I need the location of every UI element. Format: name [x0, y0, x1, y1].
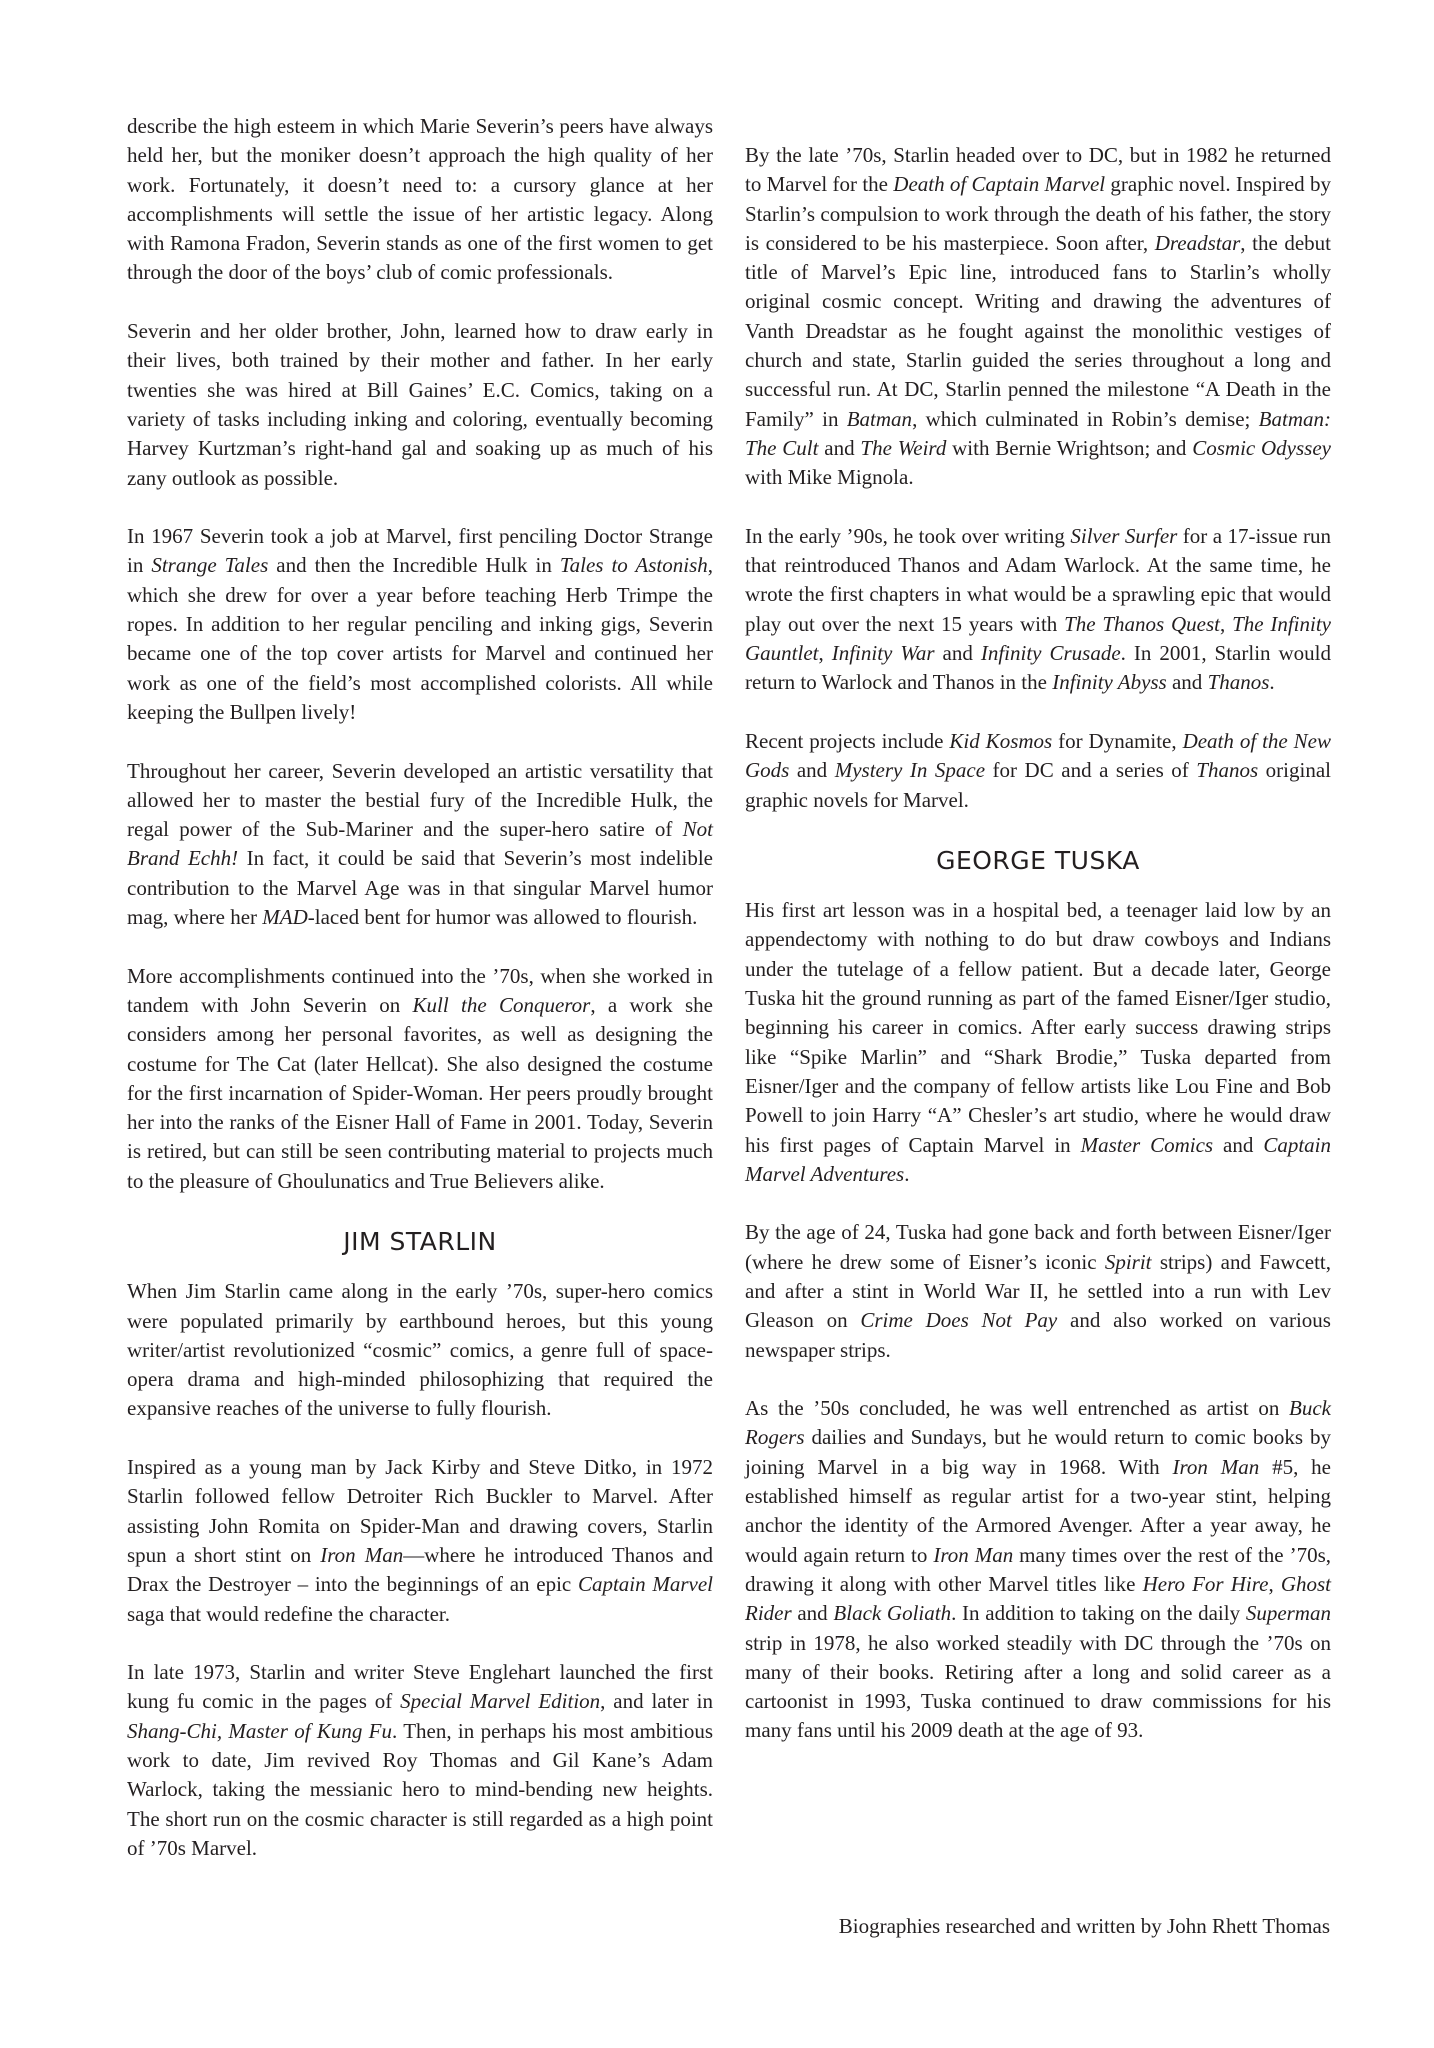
italic-title: Captain Marvel: [577, 1572, 713, 1597]
text-run: graphic novel. Inspired by Starlin’s compulsion to work through the death of his father, the story is considered to be his masterpiece. Soon after,: [745, 172, 1331, 255]
italic-title: Mystery In Space: [834, 758, 986, 783]
italic-title: Thanos: [1207, 670, 1270, 695]
italic-title: Infinity Abyss: [1052, 670, 1167, 695]
italic-title: MAD: [262, 905, 308, 930]
italic-title: Crime Does Not Pay: [860, 1308, 1058, 1333]
italic-title: The Thanos Quest: [1064, 611, 1221, 636]
text-run: and: [818, 435, 861, 460]
text-run: , which she drew for over a year before teaching Herb Trimpe the ropes. In addition to her regular penciling and inking gigs, Severin became one of the top cover artists for Marvel and continued her work as one of the field’s most accomplished colorists. All while keeping the Bullpen lively!: [127, 553, 713, 724]
text-run: ,: [1268, 1571, 1281, 1596]
text-run: In 1967 Severin took a job at Marvel, first penciling Doctor Strange in: [127, 524, 713, 578]
text-run: and: [1166, 670, 1208, 695]
italic-title: Dreadstar: [1154, 230, 1241, 255]
paragraph: [745, 896, 1331, 1189]
paragraph: [745, 1394, 1331, 1746]
paragraph: [745, 1218, 1331, 1364]
text-run: dailies and Sundays, but he would return to comic books by joining Marvel in a big way in 1968. With: [745, 1425, 1331, 1479]
text-run: -laced bent for humor was allowed to flourish.: [307, 905, 698, 930]
italic-title: Iron Man: [1172, 1454, 1260, 1479]
text-run: Recent projects include: [745, 728, 950, 753]
paragraph: [127, 317, 713, 493]
text-run: Throughout her career, Severin developed an artistic versatility that allowed her to master the bestial fury of the Incredible Hulk, the regal power of the Sub-Mariner and the super-hero satire of: [127, 758, 713, 842]
text-run: for a 17-issue run that reintroduced Thanos and Adam Warlock. At the same time, he wrote the first chapters in what would be a sprawling epic that would play out over the next 15 years with: [745, 523, 1331, 636]
text-run: and also worked on various newspaper strips.: [745, 1308, 1331, 1362]
italic-title: Ghost Rider: [745, 1571, 1331, 1626]
italic-title: Captain Marvel Adventures: [745, 1132, 1331, 1186]
text-run: and then the Incredible Hulk in: [268, 553, 560, 578]
text-run: many times over the rest of the ’70s, drawing it along with other Marvel titles like: [745, 1542, 1331, 1596]
text-run: In late 1973, Starlin and writer Steve Englehart launched the first kung fu comic in the pages of: [127, 1660, 713, 1714]
italic-title: Spirit: [1104, 1249, 1152, 1274]
text-run: strip in 1978, he also worked steadily with DC through the ’70s on many of their books. Retiring after a long and solid career as a cartoonist in 1993, Tuska continued to draw commissions for his many fans until his 2009 death at the age of 93.: [745, 1630, 1331, 1743]
italic-title: The Weird: [860, 435, 947, 460]
text-run: As the ’50s concluded, he was well entrenched as artist on: [745, 1396, 1290, 1421]
text-run: describe the high esteem in which Marie Severin’s peers have always held her, but the moniker doesn’t approach the high quality of her work. Fortunately, it doesn’t need to: a cursory glance at her accomplishments will settle the issue of her artistic legacy. Along with Ramona Fradon, Severin stands as one of the first women to get through the door of the boys’ club of comic professionals.: [127, 114, 713, 285]
section-heading-george-tuska: GEORGE TUSKA: [936, 846, 1140, 876]
text-run: with Bernie Wrightson; and: [946, 435, 1193, 460]
text-run: , a work she considers among her personal favorites, as well as designing the costume for The Cat (later Hellcat). She also designed the costume for the first incarnation of Spider-Woman. Her peers proudly brought her into the ranks of the Eisner Hall of Fame in 2001. Today, Severin is retired, but can still be seen contributing material to projects much to the pleasure of Ghoulunatics and True Believers alike.: [127, 992, 713, 1193]
right-column: [745, 141, 1331, 1775]
italic-title: Cosmic Odyssey: [1192, 435, 1331, 460]
text-run: More accomplishments continued into the ’70s, when she worked in tandem with John Severin on: [127, 963, 713, 1017]
text-run: #5, he established himself as regular artist for a two-year stint, helping anchor the identity of the Armored Avenger. After a year away, he would again return to: [745, 1454, 1331, 1567]
text-run: By the age of 24, Tuska had gone back and forth between Eisner/Iger (where he drew some of Eisner’s iconic: [745, 1220, 1331, 1274]
text-run: By the late ’70s, Starlin headed over to DC, but in 1982 he returned to Marvel for the: [745, 143, 1331, 197]
italic-title: Superman: [1245, 1601, 1331, 1626]
italic-title: Iron Man: [933, 1542, 1014, 1567]
italic-title: Strange Tales: [151, 553, 269, 578]
italic-title: Iron Man: [320, 1542, 404, 1567]
italic-title: Shang-Chi, Master of Kung Fu: [127, 1718, 393, 1743]
text-run: for DC and a series of: [985, 758, 1197, 783]
paragraph: [127, 1453, 713, 1629]
paragraph: [127, 112, 713, 288]
paragraph: [745, 141, 1331, 493]
text-run: His first art lesson was in a hospital bed, a teenager laid low by an appendectomy with nothing to do but draw cowboys and Indians under the tutelage of a fellow patient. But a decade later, George Tuska hit the ground running as part of the famed Eisner/Iger studio, beginning his career in comics. After early success drawing strips like “Spike Marlin” and “Shark Brodie,” Tuska departed from Eisner/Iger and the company of fellow artists like Lou Fine and Bob Powell to join Harry “A” Chesler’s art studio, where he would draw his first pages of Captain Marvel in: [745, 898, 1331, 1157]
italic-title: Black Goliath: [833, 1601, 952, 1626]
author-credit: Biographies researched and written by John Rhett Thomas: [838, 1914, 1330, 1938]
text-run: , and later in: [600, 1689, 713, 1714]
severin-bio-body: [127, 112, 713, 1196]
italic-title: Kull the Conqueror: [412, 992, 591, 1017]
starlin-bio-continued: [745, 141, 1331, 815]
text-run: ,: [1220, 611, 1233, 636]
text-run: for Dynamite,: [1052, 728, 1183, 753]
text-run: and: [934, 641, 981, 666]
italic-title: Batman: [846, 406, 913, 431]
italic-title: Infinity War: [831, 641, 935, 666]
italic-title: Thanos: [1196, 758, 1259, 783]
italic-title: Death of the New Gods: [745, 728, 1332, 783]
paragraph: [127, 1277, 713, 1423]
italic-title: Infinity Crusade: [980, 641, 1121, 666]
text-run: with Mike Mignola.: [745, 465, 914, 490]
italic-title: Hero For Hire: [1142, 1571, 1269, 1596]
tuska-bio-body: [745, 896, 1331, 1746]
italic-title: Death of Captain Marvel: [893, 172, 1106, 197]
text-run: .: [1269, 670, 1275, 695]
paragraph: [127, 757, 713, 933]
italic-title: Not Brand Echh!: [127, 817, 713, 871]
italic-title: Silver Surfer: [1070, 523, 1178, 548]
paragraph: [127, 962, 713, 1196]
text-run: ,: [818, 641, 832, 666]
text-run: . In addition to taking on the daily: [951, 1601, 1246, 1626]
text-run: .: [904, 1161, 910, 1186]
text-run: , which culminated in Robin’s demise;: [912, 406, 1259, 431]
text-run: and: [791, 1601, 834, 1626]
paragraph: [745, 727, 1331, 815]
text-run: —where he introduced Thanos and Drax the Destroyer – into the beginnings of an epic: [127, 1542, 713, 1597]
left-column: [127, 112, 713, 1893]
text-run: In fact, it could be said that Severin’s most indelible contribution to the Marvel Age was in that singular Marvel humor mag, where her: [127, 846, 713, 930]
text-run: saga that would redefine the character.: [127, 1601, 451, 1626]
text-run: . In 2001, Starlin would return to Warlock and Thanos in the: [745, 641, 1331, 695]
text-run: In the early ’90s, he took over writing: [745, 523, 1071, 548]
italic-title: Special Marvel Edition: [400, 1689, 601, 1714]
text-run: Severin and her older brother, John, learned how to draw early in their lives, both trained by their mother and father. In her early twenties she was hired at Bill Gaines’ E.C. Comics, taking on a variety of tasks including inking and coloring, eventually becoming Harvey Kurtzman’s right-hand gal and soaking up as much of his zany outlook as possible.: [127, 319, 713, 490]
text-run: original graphic novels for Marvel.: [745, 758, 1331, 812]
text-run: strips) and Fawcett, and after a stint in World War II, he settled into a run with Lev Gleason on: [745, 1249, 1331, 1333]
starlin-bio-body: [127, 1277, 713, 1863]
text-run: Inspired as a young man by Jack Kirby and Steve Ditko, in 1972 Starlin followed fellow Detroiter Rich Buckler to Marvel. After assisting John Romita on Spider-Man and drawing covers, Starlin spun a short stint on: [127, 1455, 713, 1567]
paragraph: [127, 522, 713, 727]
italic-title: The Infinity Gauntlet: [745, 611, 1332, 666]
text-run: . Then, in perhaps his most ambitious work to date, Jim revived Roy Thomas and Gil Kane’s Adam Warlock, taking the messianic hero to mind-bending new heights. The short run on the cosmic character is still regarded as a high point of ’70s Marvel.: [127, 1718, 713, 1860]
text-run: and: [1213, 1132, 1264, 1157]
paragraph: [745, 522, 1331, 698]
italic-title: Master Comics: [1080, 1132, 1214, 1157]
italic-title: Tales to Astonish: [559, 553, 708, 578]
italic-title: Kid Kosmos: [949, 728, 1053, 753]
italic-title: Batman: The Cult: [745, 406, 1331, 460]
text-run: , the debut title of Marvel’s Epic line, introduced fans to Starlin’s wholly original cosmic concept. Writing and drawing the adventures of Vanth Dreadstar as he fought against the monolithic vestiges of church and state, Starlin guided the series throughout a long and successful run. At DC, Starlin penned the milestone “A Death in the Family” in: [745, 230, 1331, 431]
italic-title: Buck Rogers: [745, 1396, 1331, 1450]
paragraph: [127, 1658, 713, 1863]
text-run: and: [789, 758, 835, 783]
text-run: When Jim Starlin came along in the early ’70s, super-hero comics were populated primarily by earthbound heroes, but this young writer/artist revolutionized “cosmic” comics, a genre full of space-opera drama and high-minded philosophizing that required the expansive reaches of the universe to fully flourish.: [127, 1279, 713, 1421]
section-heading-jim-starlin: JIM STARLIN: [343, 1227, 497, 1257]
